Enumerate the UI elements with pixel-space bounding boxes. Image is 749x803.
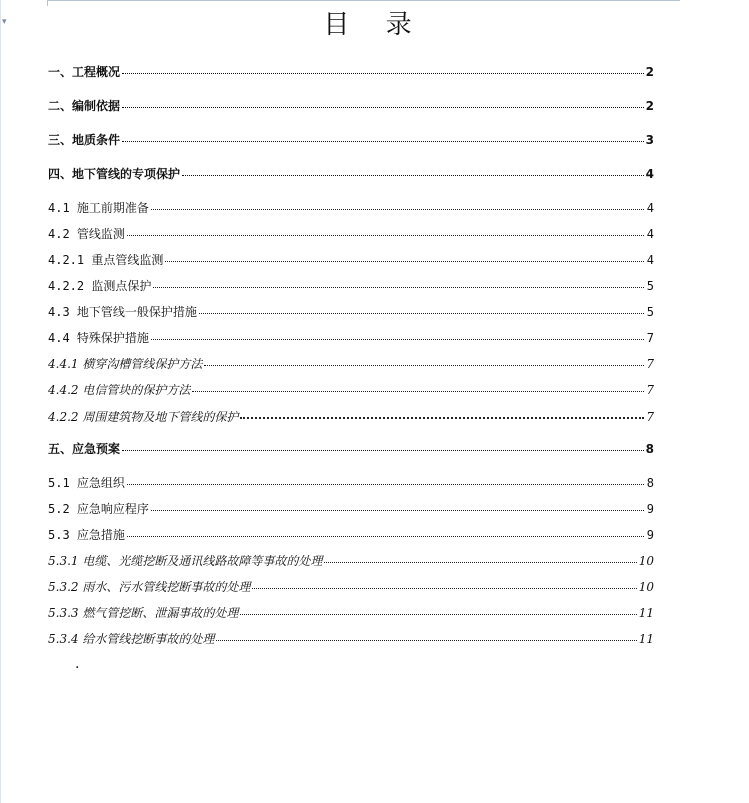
toc-dot-leader: [127, 470, 644, 485]
toc-dot-leader: [151, 496, 644, 511]
toc-page-number: 7: [646, 410, 654, 424]
toc-entry[interactable]: [48, 353, 654, 373]
toc-page-number: 3: [645, 133, 654, 147]
toc-entry[interactable]: [48, 223, 654, 243]
toc-dot-leader: [199, 299, 644, 314]
toc-entry-label: 5.2 应急响应程序: [48, 502, 149, 516]
toc-entry[interactable]: [48, 524, 654, 544]
toc-entry[interactable]: [48, 129, 654, 149]
toc-entry[interactable]: [48, 301, 654, 321]
page-edge-line: [0, 0, 1, 803]
toc-entry-label: 一、工程概况: [48, 65, 121, 79]
toc-entry-label: 5.3.2 雨水、污水管线挖断事故的处理: [48, 580, 251, 594]
toc-entry[interactable]: [48, 95, 654, 115]
toc-entry-label: 4.1 施工前期准备: [48, 201, 149, 215]
toc-dot-leader: [192, 377, 644, 392]
toc-dot-leader: [240, 403, 644, 419]
toc-entry-label: 5.3.3 燃气管挖断、泄漏事故的处理: [48, 606, 239, 620]
toc-page-number: 4: [646, 201, 654, 215]
toc-dot-leader: [153, 273, 644, 288]
collapse-marker-icon[interactable]: ▾: [2, 17, 7, 27]
toc-entry[interactable]: [48, 602, 654, 622]
toc-page-number: 9: [646, 502, 654, 516]
toc-entry[interactable]: [48, 576, 654, 596]
toc-page-number: 4: [646, 253, 654, 267]
toc-entry-label: 二、编制依据: [48, 99, 121, 113]
toc-entry-label: 三、地质条件: [48, 133, 121, 147]
toc-entry-label: 4.4.2 电信管块的保护方法: [48, 383, 191, 397]
toc-dot-leader: [122, 59, 644, 74]
toc-page-number: 9: [646, 528, 654, 542]
toc-page-number: 10: [638, 554, 654, 568]
toc-entry[interactable]: [48, 550, 654, 570]
page-top-border: [48, 0, 680, 1]
toc-page-number: 2: [645, 99, 654, 113]
toc-page-number: 11: [638, 606, 654, 620]
toc-page-number: 4: [646, 227, 654, 241]
toc-dot-leader: [240, 600, 636, 615]
toc-entry[interactable]: [48, 61, 654, 81]
toc-dot-leader: [151, 195, 644, 210]
toc-dot-leader: [127, 221, 644, 236]
toc-entry-label: 5.3.4 给水管线挖断事故的处理: [48, 632, 215, 646]
toc-page-number: 11: [638, 632, 654, 646]
toc-entry[interactable]: [48, 628, 654, 648]
toc-entry[interactable]: [48, 379, 654, 399]
toc-entry[interactable]: [48, 163, 654, 183]
toc-page-number: 7: [646, 331, 654, 345]
toc-dot-leader: [122, 127, 644, 142]
toc-page-number: 7: [646, 383, 654, 397]
toc-dot-leader: [216, 626, 636, 641]
toc-entry-label: 5.1 应急组织: [48, 476, 125, 490]
toc-dot-leader: [204, 351, 644, 366]
toc-entry[interactable]: [48, 405, 654, 425]
toc-entry-label: 4.3 地下管线一般保护措施: [48, 305, 197, 319]
toc-page-number: 5: [646, 279, 654, 293]
toc-entry[interactable]: [48, 327, 654, 347]
toc-entry[interactable]: [48, 275, 654, 295]
toc-entry[interactable]: [48, 472, 654, 492]
toc-dot-leader: [151, 325, 644, 340]
toc-dot-leader: [122, 436, 644, 451]
toc-dot-leader: [324, 548, 636, 563]
toc-entry[interactable]: [48, 438, 654, 458]
toc-entry-label: 4.2 管线监测: [48, 227, 125, 241]
stray-mark: .: [75, 656, 80, 672]
toc-dot-leader: [122, 93, 644, 108]
toc-entry-label: 四、地下管线的专项保护: [48, 167, 181, 181]
toc-entry-label: 五、应急预案: [48, 442, 121, 456]
toc-entry-label: 4.4.1 横穿沟槽管线保护方法: [48, 357, 203, 371]
toc-dot-leader: [127, 522, 644, 537]
toc-page-number: 4: [645, 167, 654, 181]
toc-page-number: 10: [638, 580, 654, 594]
toc-entry-label: 5.3.1 电缆、光缆挖断及通讯线路故障等事故的处理: [48, 554, 323, 568]
toc-page-number: 2: [645, 65, 654, 79]
toc-entry-label: 4.2.2 监测点保护: [48, 279, 152, 293]
toc-page-number: 7: [646, 357, 654, 371]
toc-entry-label: 4.4 特殊保护措施: [48, 331, 149, 345]
toc-page-number: 8: [645, 442, 654, 456]
toc-page-number: 8: [646, 476, 654, 490]
toc-dot-leader: [182, 161, 644, 176]
toc-page-number: 5: [646, 305, 654, 319]
toc-entry-label: 5.3 应急措施: [48, 528, 125, 542]
toc-entry-label: 4.2.1 重点管线监测: [48, 253, 164, 267]
toc-entry[interactable]: [48, 498, 654, 518]
toc-entry-label: 4.2.2 周围建筑物及地下管线的保护: [48, 410, 239, 424]
toc-title: 目 录: [323, 10, 426, 40]
toc-dot-leader: [252, 574, 636, 589]
toc-entry[interactable]: [48, 197, 654, 217]
toc-entry[interactable]: [48, 249, 654, 269]
toc-dot-leader: [165, 247, 644, 262]
